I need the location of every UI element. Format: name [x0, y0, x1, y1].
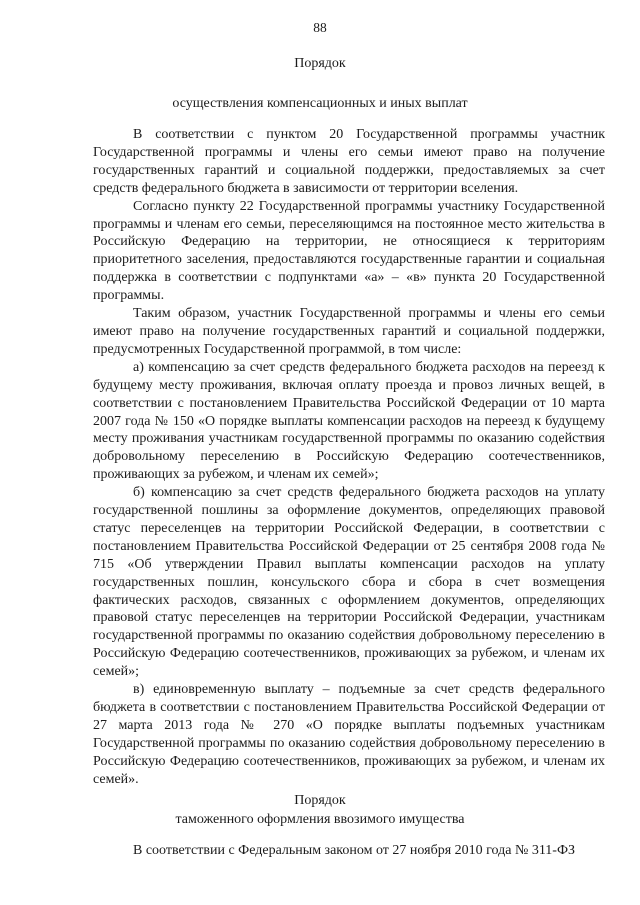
section1-paragraph-1: В соответствии с пунктом 20 Государственной программы участник Государственной программы и члены его семьи имеют право на получение государственных гарантий и социальной поддержки, предоставляемых за счет средств федерального бюджета в зависимости от территории вселения. — [93, 127, 605, 196]
section1-paragraph-6: в) единовременную выплату – подъемные за счет средств федерального бюджета в соответствии с постановлением Правительства Российской Федерации от 27 марта 2013 года № 270 «О порядке выплаты подъемных участникам Государственной программы по оказанию содействия добровольному переселению в Российскую Федерацию соотечественников, проживающих за рубежом, и членам их семей». — [93, 682, 605, 787]
section2-paragraph-1: В соответствии с Федеральным законом от 27 ноября 2010 года № 311-ФЗ — [133, 843, 576, 858]
section1-paragraph-2: Согласно пункту 22 Государственной программы участнику Государственной программы и членам его семьи, переселяющимся на постоянное место жительства в Российскую Федерацию на территории, не относящиеся к территориям приоритетного заселения, предоставляются государственные гарантии и социальная поддержка в соответствии с подпунктами «а» – «в» пункта 20 Государственной программы. — [93, 198, 605, 304]
section2-title: Порядок — [294, 793, 346, 808]
section1-paragraph-5: б) компенсацию за счет средств федерального бюджета расходов на уплату государственной пошлины за оформление документов, определяющих правовой статус переселенцев на территории Российской Федерации, в соответствии с постановлением Правительства Российской Федерации от 25 сентября 2008 года № 715 «Об утверждении Правил выплаты компенсации расходов на уплату государственных пошлин, консульского сбора и сбора в счет возмещения фактических расходов, связанных с оформлением документов, определяющих правовой статус переселенцев на территории Российской Федерации, участникам государственной программы по оказанию содействия добровольному переселению в Российскую Федерацию соотечественников, проживающих за рубежом, и членам их семей»; — [93, 485, 605, 680]
section1-paragraph-3: Таким образом, участник Государственной программы и члены его семьи имеют право на получение государственных гарантий и социальной поддержки, предусмотренных Государственной программой, в том числе: — [93, 306, 605, 357]
page-number: 88 — [313, 20, 327, 35]
section2-subtitle: таможенного оформления ввозимого имущества — [175, 812, 465, 827]
section1-title: Порядок — [294, 56, 346, 71]
section1-subtitle: осуществления компенсационных и иных выплат — [172, 96, 468, 111]
section1-paragraph-4: а) компенсацию за счет средств федерального бюджета расходов на переезд к будущему месту проживания, включая оплату проезда и провоз личных вещей, в соответствии с постановлением Правительства Российской Федерации от 10 марта 2007 года № 150 «О порядке выплаты компенсации расходов на переезд к будущему месту проживания участникам государственной программы по оказанию содействия добровольному переселению в Российскую Федерацию соотечественников, проживающих за рубежом, и членам их семей»; — [93, 359, 605, 483]
section1-body — [93, 126, 605, 789]
section2-body — [93, 842, 605, 860]
